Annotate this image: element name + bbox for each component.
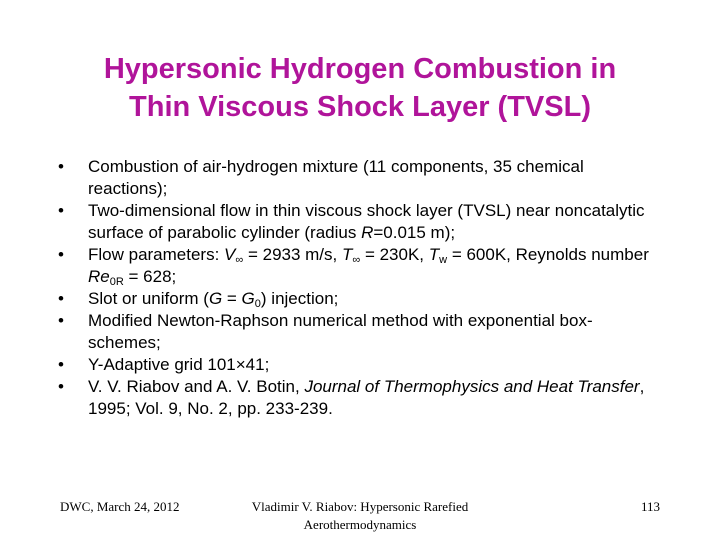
bullet-item-flow-parameters: • Flow parameters: $V_\infty = 2933$ m/s, $T_\infty = 230K$, $T_w = 600K$, Reynolds number $Re_{0R} = 628$; <box>58 244 658 288</box>
slide-title-line-2: Thin Viscous Shock Layer (TVSL) <box>129 91 591 123</box>
bullet-list <box>58 156 658 420</box>
slide-title <box>40 50 680 126</box>
footer-date: DWC, March 24, 2012 <box>60 499 180 514</box>
footer-page-number: 113 <box>640 499 660 514</box>
bullet-item-reference: • V. V. Riabov and A. V. Botin, Journal of Thermophysics and Heat Transfer, 1995; Vol. 9, No. 2, pp. 233-239. <box>58 376 658 420</box>
bullet-item-flow-geometry: • Two-dimensional flow in thin viscous shock layer (TVSL) near noncatalytic surface of parabolic cylinder (radius R=0.015 m); <box>58 200 658 244</box>
bullet-item-combustion: • Combustion of air-hydrogen mixture (11 components, 35 chemical reactions); <box>58 156 658 200</box>
bullet-item-grid: • Y-Adaptive grid 101×41; <box>58 354 658 376</box>
bullet-item-injection: • Slot or uniform $(G = G_0)$ injection; <box>58 288 658 310</box>
slide-title-line-1: Hypersonic Hydrogen Combustion in <box>103 53 617 85</box>
bullet-item-numerical-method: • Modified Newton-Raphson numerical method with exponential box-schemes; <box>58 310 658 354</box>
footer-author: Vladimir V. Riabov: Hypersonic Rarefied Aerothermodynamics <box>251 499 469 532</box>
